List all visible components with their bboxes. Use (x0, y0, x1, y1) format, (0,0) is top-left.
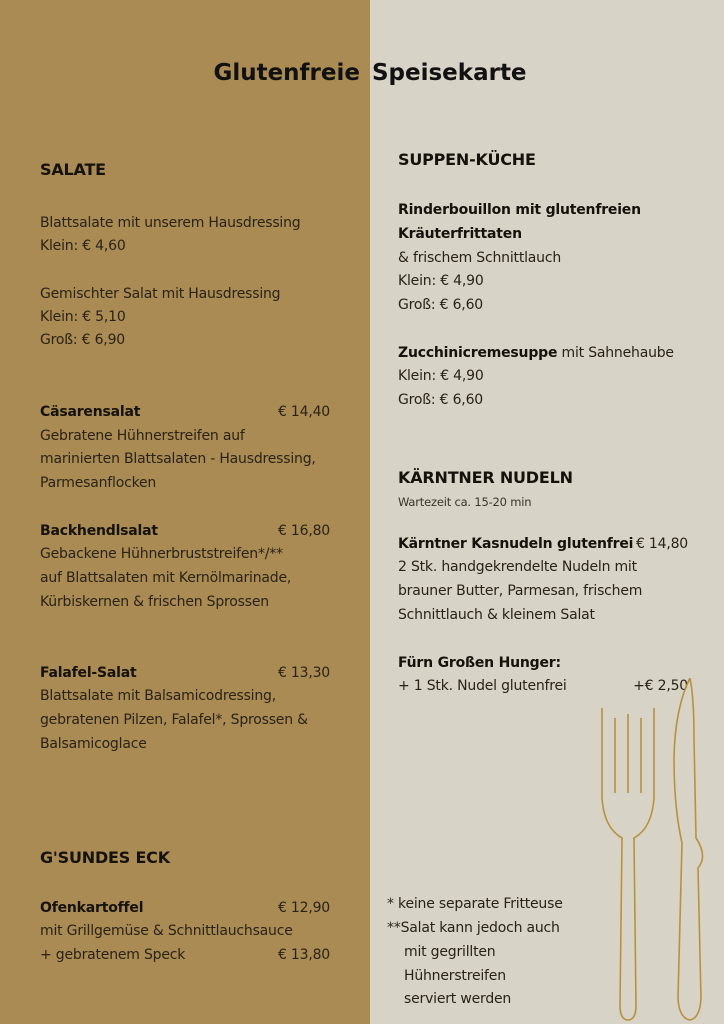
fork-knife-icon (590, 678, 720, 1024)
item-desc: mit Grillgemüse & Schnittlauchsauce (40, 923, 293, 939)
page-title: Glutenfreie Speisekarte (213, 60, 527, 86)
section-heading-salate: SALATE (40, 160, 106, 179)
item-desc: Schnittlauch & kleinem Salat (398, 607, 595, 623)
item-name: Falafel-Salat (40, 665, 137, 681)
footnote: Hühnerstreifen (404, 968, 506, 984)
item-desc: 2 Stk. handgekrendelte Nudeln mit (398, 559, 637, 575)
item-name: Rinderbouillon mit glutenfreien (398, 202, 641, 218)
item-price: € 12,90 (277, 900, 330, 916)
item-name: Kräuterfrittaten (398, 226, 522, 242)
item-price: € 13,30 (277, 665, 330, 681)
item-name: Cäsarensalat (40, 404, 141, 420)
footnote: serviert werden (404, 991, 512, 1007)
item-price: Groß: € 6,60 (398, 392, 483, 408)
item-desc: Balsamicoglace (40, 736, 147, 752)
item-desc: + gebratenem Speck (40, 947, 186, 963)
item-desc: auf Blattsalaten mit Kernölmarinade, (40, 570, 292, 586)
item-desc: Parmesanflocken (40, 475, 157, 491)
item-desc: Gebratene Hühnerstreifen auf (40, 428, 245, 444)
item-name: Ofenkartoffel (40, 900, 144, 916)
wait-time: Wartezeit ca. 15-20 min (398, 495, 532, 509)
item-name: Gemischter Salat mit Hausdressing (40, 286, 281, 302)
item-price: +€ 2,50 (633, 678, 688, 694)
item-name-bold: Zucchinicremesuppe (398, 345, 558, 361)
item-desc: brauner Butter, Parmesan, frischem (398, 583, 643, 599)
item-price: Klein: € 5,10 (40, 309, 126, 325)
item-price: Klein: € 4,60 (40, 238, 126, 254)
section-heading-suppen: SUPPEN-KÜCHE (398, 150, 536, 169)
item-desc: Blattsalate mit Balsamicodressing, (40, 688, 276, 704)
item-desc: marinierten Blattsalaten - Hausdressing, (40, 451, 316, 467)
item-price: € 14,80 (635, 536, 688, 552)
item-price: € 16,80 (277, 523, 330, 539)
item-desc: Gebackene Hühnerbruststreifen*/** (40, 546, 283, 562)
item-desc: gebratenen Pilzen, Falafel*, Sprossen & (40, 712, 308, 728)
item-name-suffix: mit Sahnehaube (557, 345, 674, 361)
item-name: Kärntner Kasnudeln glutenfrei (398, 536, 634, 552)
item-price: Klein: € 4,90 (398, 273, 484, 289)
item-price: Groß: € 6,90 (40, 332, 125, 348)
item-desc: Kürbiskernen & frischen Sprossen (40, 594, 269, 610)
item-desc: + 1 Stk. Nudel glutenfrei (398, 678, 567, 694)
item-price: Klein: € 4,90 (398, 368, 484, 384)
item-price: Groß: € 6,60 (398, 297, 483, 313)
item-name (398, 341, 674, 365)
section-heading-nudeln: KÄRNTNER NUDELN (398, 468, 573, 487)
footnote: * keine separate Fritteuse (387, 896, 563, 912)
footnote: mit gegrillten (404, 944, 496, 960)
item-name: Blattsalate mit unserem Hausdressing (40, 215, 301, 231)
item-price: € 14,40 (277, 404, 330, 420)
footnote: **Salat kann jedoch auch (387, 920, 560, 936)
extra-heading: Fürn Großen Hunger: (398, 655, 561, 671)
section-heading-gsundes-eck: G'SUNDES ECK (40, 848, 170, 867)
item-price: € 13,80 (277, 947, 330, 963)
item-name: Backhendlsalat (40, 523, 158, 539)
item-desc: & frischem Schnittlauch (398, 250, 562, 266)
